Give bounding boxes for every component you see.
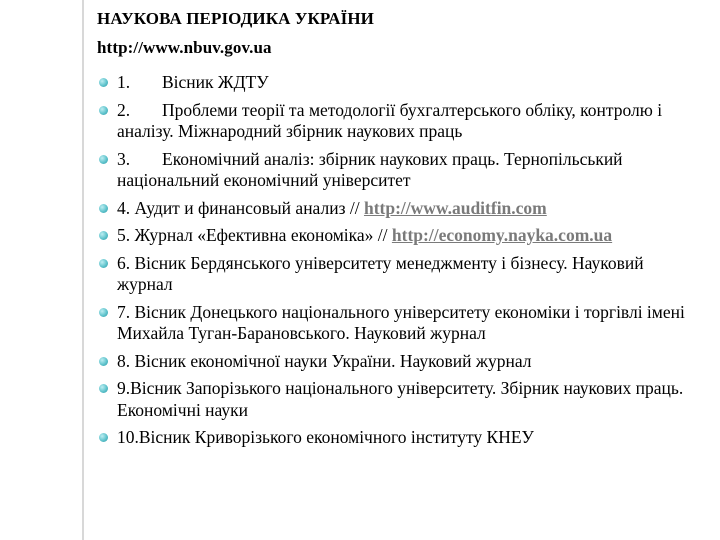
item-text: 8. Вісник економічної науки України. Науковий журнал [117,350,532,371]
list-item [0,302,720,345]
bullet-icon [99,433,108,442]
item-text: 5. Журнал «Ефективна економіка» // [117,225,392,245]
bullet-icon [99,259,108,268]
item-text: Вісник ЖДТУ [162,72,269,92]
list-item [0,427,720,449]
periodicals-list [0,72,720,455]
item-number: 1. [117,72,131,92]
bullet-icon [99,231,108,240]
bullet-icon [99,155,108,164]
bullet-icon [99,106,108,115]
source-url: http://www.nbuv.gov.ua [97,38,272,57]
economy-nayka-link[interactable]: http://economy.nayka.com.ua [391,225,613,245]
item-number: 2. [117,99,131,120]
list-item [0,351,720,373]
item-number: 3. [117,148,131,169]
list-item [0,378,720,421]
bullet-icon [99,78,108,87]
list-item [0,149,720,192]
item-text: 9.Вісник Запорізького національного університету. Збірник наукових праць. Економічні науки [117,378,684,420]
item-text: 7. Вісник Донецького національного університету економіки і торгівлі імені Михайла Туган-Барановського. Науковий журнал [117,301,685,343]
list-item [0,198,720,220]
auditfin-link[interactable]: http://www.auditfin.com [363,197,547,218]
item-text: 4. Аудит и финансовый анализ // [117,197,364,218]
bullet-icon [99,204,108,213]
bullet-icon [99,357,108,366]
item-text: 6. Вісник Бердянського університету менеджменту і бізнесу. Науковий журнал [117,252,644,294]
list-item [0,225,720,247]
item-text: 10.Вісник Криворізького економічного інституту КНЕУ [117,427,534,447]
bullet-icon [99,384,108,393]
item-text: Економічний аналіз: збірник наукових праць. Тернопільський національний економічний університет [117,148,623,190]
item-text: Проблеми теорії та методології бухгалтерського обліку, контролю і аналізу. Міжнародний збірник наукових праць [117,99,663,141]
page-title: НАУКОВА ПЕРІОДИКА УКРАЇНИ [97,9,374,28]
list-item [0,253,720,296]
list-item [0,72,720,94]
list-item [0,100,720,143]
bullet-icon [99,308,108,317]
